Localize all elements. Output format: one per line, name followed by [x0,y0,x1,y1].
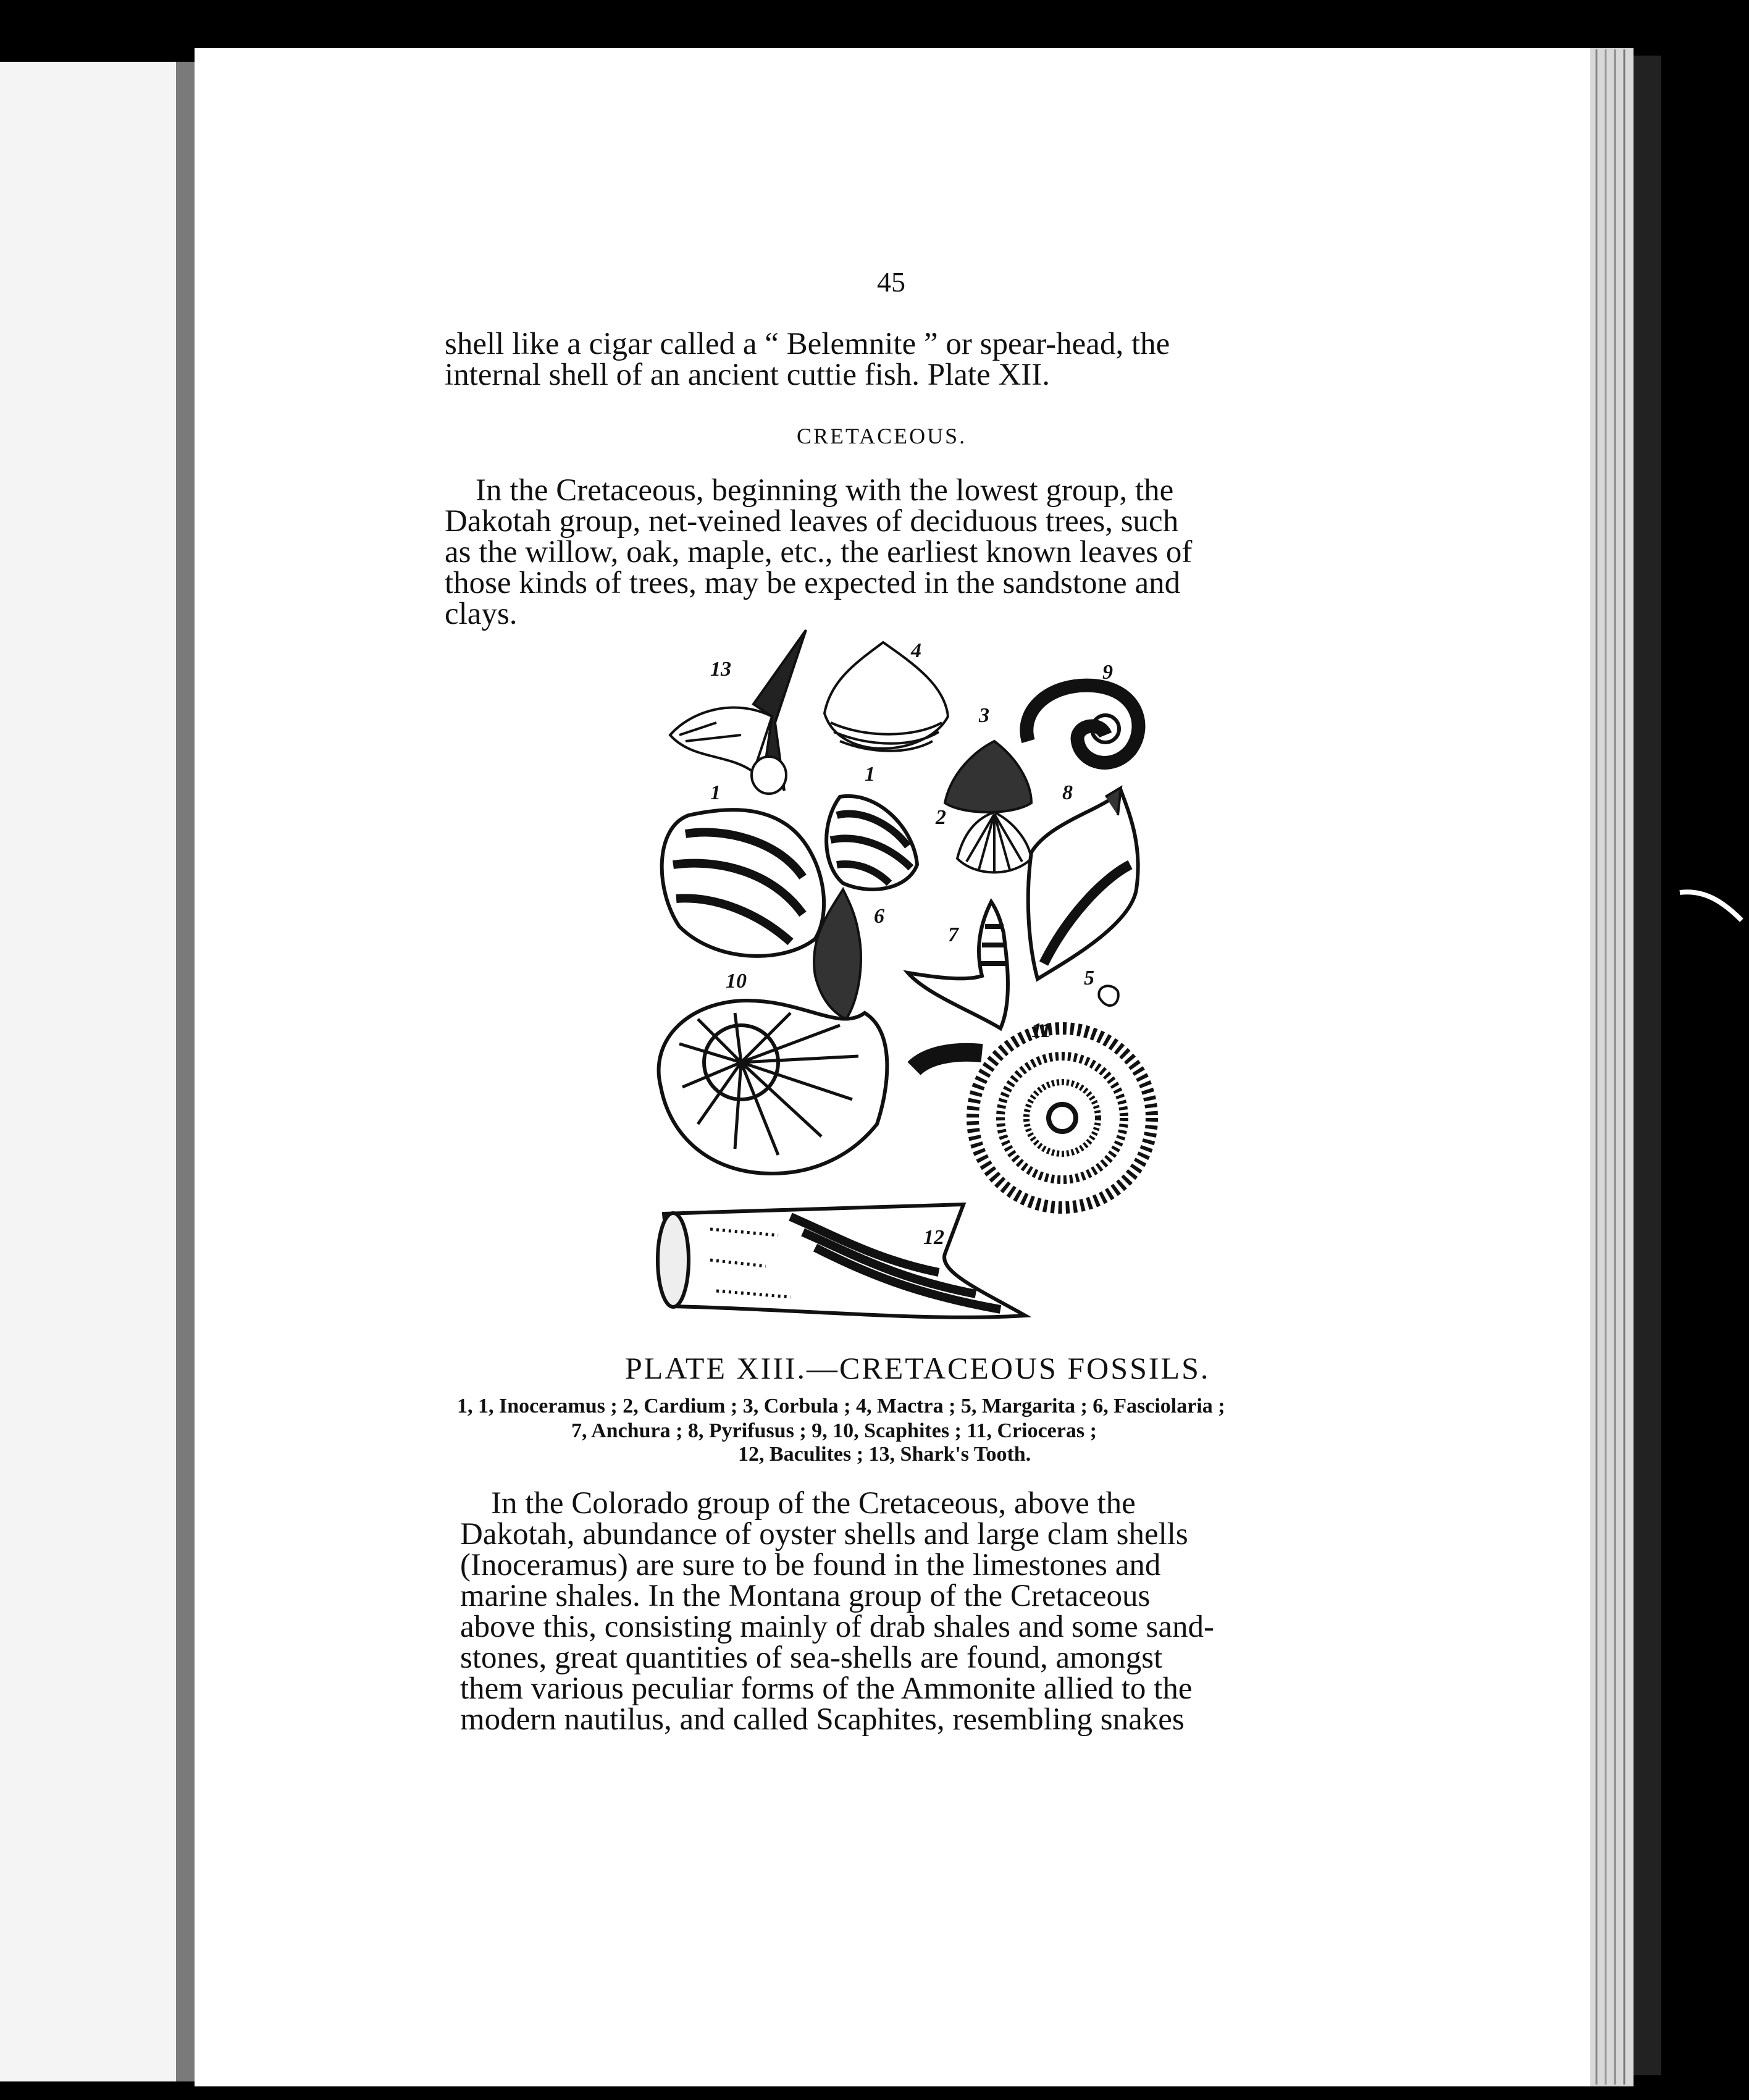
legend-line-1: 1, 1, Inoceramus ; 2, Cardium ; 3, Corbula ; 4, Mactra ; 5, Margarita ; 6, Fasciolaria ; [457,1395,1225,1418]
figure-number-13: 13 [710,658,731,681]
figure-number-10: 10 [726,970,747,993]
figure-number-7: 7 [948,923,958,946]
paragraph-2-line-5: above this, consisting mainly of drab shales and some sand- [460,1610,1214,1644]
figure-number-2: 2 [936,806,946,829]
figure-number-1a: 1 [710,781,721,804]
gutter-shadow [176,62,195,2081]
figure-number-6: 6 [874,905,884,928]
paragraph-1-line-2: Dakotah group, net-veined leaves of deciduous trees, such [445,504,1179,539]
top-paragraph-line-2: internal shell of an ancient cuttie fish. Plate XII. [445,358,1051,392]
paragraph-2-line-4: marine shales. In the Montana group of the Cretaceous [460,1579,1151,1613]
paragraph-2-line-3: (Inoceramus) are sure to be found in the limestones and [460,1548,1161,1582]
left-page [0,62,176,2081]
paragraph-1-line-5: clays. [445,597,518,631]
figure-number-1b: 1 [865,763,875,786]
plate-caption: PLATE XIII.—CRETACEOUS FOSSILS. [625,1351,1210,1385]
paragraph-2-line-6: stones, great quantities of sea-shells are found, amongst [460,1640,1163,1675]
figure-number-9: 9 [1102,661,1113,684]
figure-number-3: 3 [979,704,989,727]
page-number: 45 [877,266,905,298]
figure-number-11: 11 [1031,1019,1052,1042]
figure-number-5: 5 [1084,967,1094,989]
top-paragraph-line-1: shell like a cigar called a “ Belemnite ” or spear-head, the [445,327,1170,361]
paragraph-1-line-1: In the Cretaceous, beginning with the lowest group, the [476,473,1174,508]
legend-line-2: 7, Anchura ; 8, Pyrifusus ; 9, 10, Scaphites ; 11, Crioceras ; [571,1419,1097,1442]
section-heading: CRETACEOUS. [797,424,967,448]
paragraph-2-line-7: them various peculiar forms of the Ammonite allied to the [460,1671,1193,1706]
paragraph-1-line-4: those kinds of trees, may be expected in the sandstone and [445,566,1181,600]
paragraph-2-line-8: modern nautilus, and called Scaphites, resembling snakes [460,1702,1185,1737]
scaphites-large-drawing [659,1001,887,1174]
paragraph-2-line-1: In the Colorado group of the Cretaceous, above the [491,1486,1136,1521]
paragraph-1-line-3: as the willow, oak, maple, etc., the earliest known leaves of [445,535,1193,569]
figure-number-8: 8 [1062,781,1073,804]
margarita-drawing [1099,986,1118,1006]
figure-number-12: 12 [923,1226,944,1249]
figure-number-4: 4 [911,639,921,662]
legend-line-3: 12, Baculites ; 13, Shark's Tooth. [738,1443,1031,1466]
paragraph-2-line-2: Dakotah, abundance of oyster shells and large clam shells [460,1517,1188,1552]
